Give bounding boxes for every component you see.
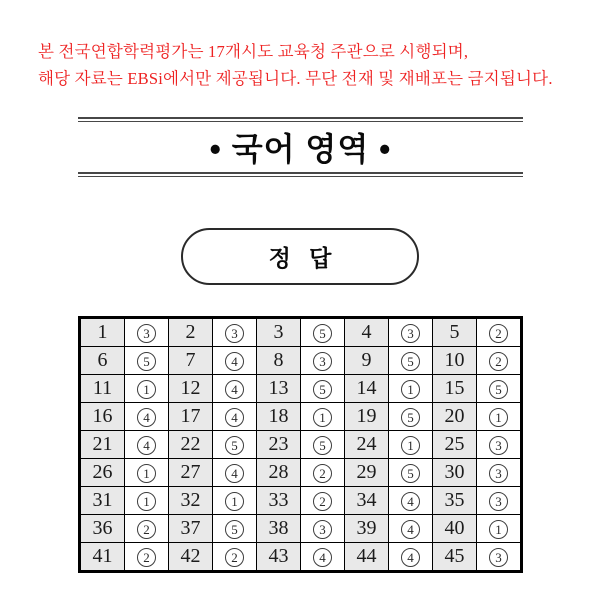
answer-cell [213,515,257,543]
question-number-cell: 15 [433,375,477,403]
answer-cell [301,459,345,487]
circled-answer-digit: 5 [401,464,420,483]
question-number-cell: 26 [80,459,125,487]
question-number-cell: 42 [169,543,213,572]
circled-answer-digit: 3 [489,464,508,483]
circled-answer-digit: 2 [489,352,508,371]
question-number-cell: 8 [257,347,301,375]
question-number-cell: 16 [80,403,125,431]
answer-cell [125,375,169,403]
answer-cell [301,318,345,347]
circled-answer-digit: 2 [137,548,156,567]
circled-answer-digit: 2 [313,492,332,511]
circled-answer-digit: 3 [313,520,332,539]
circled-answer-digit: 5 [313,324,332,343]
answer-row [80,487,522,515]
circled-answer-digit: 4 [225,464,244,483]
question-number-cell: 41 [80,543,125,572]
circled-answer-digit: 2 [225,548,244,567]
circled-answer-digit: 3 [137,324,156,343]
question-number-cell: 6 [80,347,125,375]
answer-cell [125,543,169,572]
circled-answer-digit: 2 [137,520,156,539]
question-number-cell: 45 [433,543,477,572]
question-number-cell: 21 [80,431,125,459]
answer-cell [125,459,169,487]
question-number-cell: 3 [257,318,301,347]
answer-cell [389,375,433,403]
answer-row [80,515,522,543]
title-divider-bottom [78,172,523,177]
circled-answer-digit: 5 [401,408,420,427]
question-number-cell: 13 [257,375,301,403]
circled-answer-digit: 4 [225,408,244,427]
circled-answer-digit: 5 [313,436,332,455]
question-number-cell: 43 [257,543,301,572]
question-number-cell: 40 [433,515,477,543]
answer-cell [389,431,433,459]
answer-table-body [80,318,522,572]
answer-cell [477,543,522,572]
answer-cell [301,543,345,572]
answer-cell [477,515,522,543]
question-number-cell: 44 [345,543,389,572]
circled-answer-digit: 5 [225,520,244,539]
circled-answer-digit: 1 [489,520,508,539]
question-number-cell: 38 [257,515,301,543]
circled-answer-digit: 1 [137,464,156,483]
question-number-cell: 5 [433,318,477,347]
question-number-cell: 10 [433,347,477,375]
answer-cell [213,487,257,515]
answer-cell [477,487,522,515]
answer-table [78,316,523,573]
answer-cell [477,431,522,459]
copyright-notice [38,38,578,92]
answer-cell [389,403,433,431]
answer-cell [477,347,522,375]
answer-cell [213,375,257,403]
question-number-cell: 37 [169,515,213,543]
answer-cell [389,347,433,375]
answer-cell [477,318,522,347]
question-number-cell: 34 [345,487,389,515]
question-number-cell: 39 [345,515,389,543]
question-number-cell: 14 [345,375,389,403]
circled-answer-digit: 5 [225,436,244,455]
circled-answer-digit: 1 [401,436,420,455]
answer-cell [389,515,433,543]
circled-answer-digit: 5 [137,352,156,371]
answer-cell [213,318,257,347]
answer-cell [125,318,169,347]
question-number-cell: 7 [169,347,213,375]
answer-cell [301,431,345,459]
circled-answer-digit: 4 [137,436,156,455]
answer-cell [125,347,169,375]
question-number-cell: 4 [345,318,389,347]
notice-line-1: 본 전국연합학력평가는 17개시도 교육청 주관으로 시행되며, [38,42,469,61]
circled-answer-digit: 4 [137,408,156,427]
question-number-cell: 35 [433,487,477,515]
question-number-cell: 29 [345,459,389,487]
circled-answer-digit: 5 [401,352,420,371]
notice-line-2: 해당 자료는 EBSi에서만 제공됩니다. 무단 전재 및 재배포는 금지됩니다. [38,69,553,88]
question-number-cell: 20 [433,403,477,431]
circled-answer-digit: 3 [489,548,508,567]
circled-answer-digit: 1 [313,408,332,427]
answer-row [80,459,522,487]
answer-cell [477,403,522,431]
circled-answer-digit: 1 [137,492,156,511]
answer-cell [125,403,169,431]
question-number-cell: 24 [345,431,389,459]
question-number-cell: 11 [80,375,125,403]
circled-answer-digit: 4 [401,520,420,539]
answer-cell [389,459,433,487]
question-number-cell: 31 [80,487,125,515]
circled-answer-digit: 3 [313,352,332,371]
circled-answer-digit: 1 [225,492,244,511]
answer-cell [477,375,522,403]
answer-cell [301,487,345,515]
answer-row [80,431,522,459]
circled-answer-digit: 5 [313,380,332,399]
circled-answer-digit: 2 [313,464,332,483]
question-number-cell: 1 [80,318,125,347]
circled-answer-digit: 3 [489,436,508,455]
answer-row [80,375,522,403]
question-number-cell: 22 [169,431,213,459]
answer-row [80,403,522,431]
circled-answer-digit: 4 [225,380,244,399]
answer-cell [213,431,257,459]
circled-answer-digit: 4 [401,548,420,567]
answer-cell [125,515,169,543]
answer-cell [389,487,433,515]
question-number-cell: 23 [257,431,301,459]
question-number-cell: 33 [257,487,301,515]
answer-row [80,347,522,375]
section-title: • 국어 영역 • [209,131,392,167]
answer-cell [125,487,169,515]
answer-key-label: 정 답 [268,245,338,271]
question-number-cell: 32 [169,487,213,515]
question-number-cell: 19 [345,403,389,431]
circled-answer-digit: 3 [225,324,244,343]
circled-answer-digit: 1 [401,380,420,399]
answer-cell [301,515,345,543]
answer-row [80,318,522,347]
answer-cell [125,431,169,459]
circled-answer-digit: 4 [313,548,332,567]
question-number-cell: 30 [433,459,477,487]
answer-cell [213,347,257,375]
question-number-cell: 28 [257,459,301,487]
question-number-cell: 27 [169,459,213,487]
question-number-cell: 2 [169,318,213,347]
answer-cell [301,403,345,431]
circled-answer-digit: 4 [225,352,244,371]
question-number-cell: 36 [80,515,125,543]
question-number-cell: 9 [345,347,389,375]
answer-cell [213,543,257,572]
answer-cell [213,403,257,431]
answer-cell [301,347,345,375]
answer-row [80,543,522,572]
question-number-cell: 25 [433,431,477,459]
answer-cell [301,375,345,403]
answer-cell [213,459,257,487]
answer-cell [389,318,433,347]
question-number-cell: 12 [169,375,213,403]
question-number-cell: 17 [169,403,213,431]
answer-cell [389,543,433,572]
circled-answer-digit: 5 [489,380,508,399]
circled-answer-digit: 1 [489,408,508,427]
answer-key-box [181,228,419,285]
circled-answer-digit: 3 [489,492,508,511]
answer-cell [477,459,522,487]
circled-answer-digit: 3 [401,324,420,343]
circled-answer-digit: 2 [489,324,508,343]
circled-answer-digit: 1 [137,380,156,399]
circled-answer-digit: 4 [401,492,420,511]
question-number-cell: 18 [257,403,301,431]
